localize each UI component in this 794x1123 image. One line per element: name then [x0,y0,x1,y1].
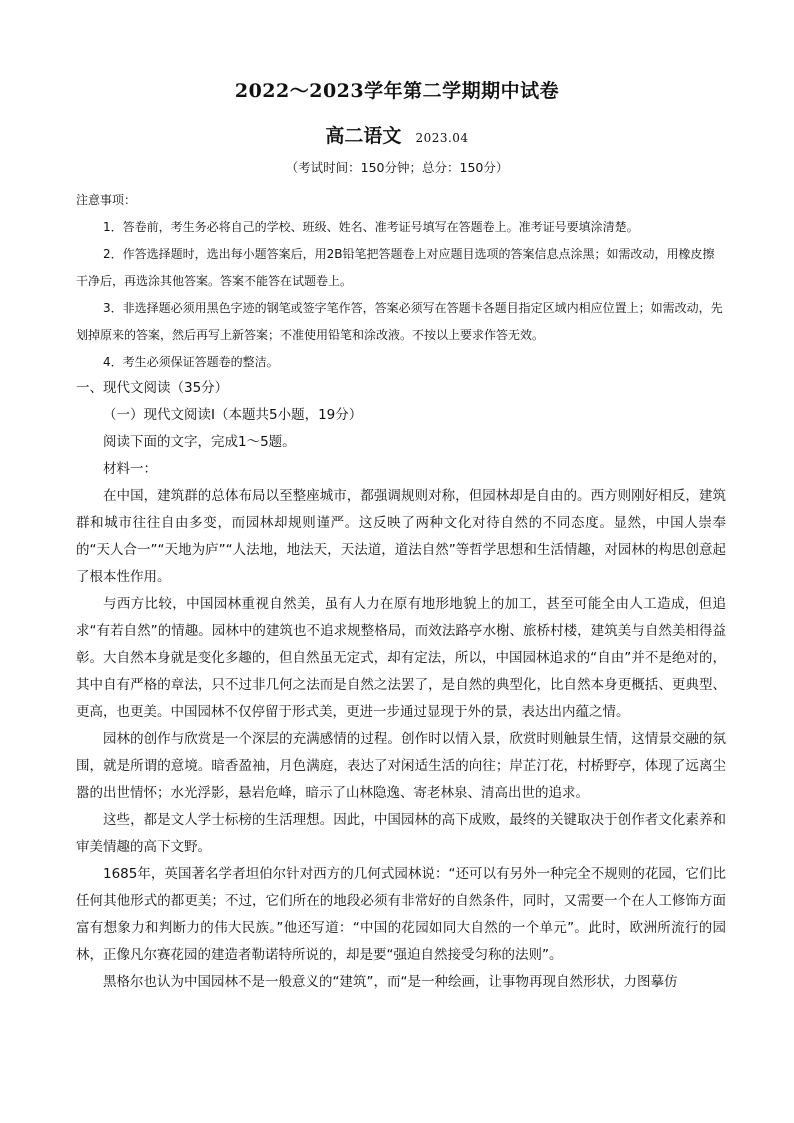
exam-date: 2023.04 [415,131,469,145]
paragraph: 这些，都是文人学士标榜的生活理想。因此，中国园林的高下成败，最终的关键取决于创作者文化素养和审美情趣的高下文野。 [76,812,726,855]
exam-title: 2022～2023学年第二学期期中试卷 [234,80,560,102]
subject-name: 高二语文 [325,125,402,147]
paragraph: 在中国，建筑群的总体布局以至整座城市，都强调规则对称，但园林却是自由的。西方则刚好相反，建筑群和城市往往自由多变，而园林却规则谨严。这反映了两种文化对待自然的不同态度。显然，中国人崇奉的“天人合一”“天地为庐”“人法地，地法天，天法道，道法自然”等哲学思想和生活情趣，对园林的构思创意起了根本性作用。 [76,488,726,585]
reading-section [76,375,726,996]
paragraph: 1685年，英国著名学者坦伯尔针对西方的几何式园林说：“还可以有另外一种完全不规则的花园，它们比任何其他形式的都更美；不过，它们所在的地段必须有非常好的自然条件，同时，又需要一个在人工修饰方面富有想象力和判断力的伟大民族。”他还写道：“中国的花园如同大自然的一个单元”。此时，欧洲所流行的园林，正像凡尔赛花园的建造者勒诺特所说的，却是要“强迫自然接受匀称的法则”。 [76,866,726,963]
subsection-heading: （一）现代文阅读Ⅰ（本题共5小题，19分） [103,407,363,423]
exam-info: （考试时间：150分钟；总分：150分） [285,160,509,175]
paragraph: 园林的创作与欣赏是一个深层的充满感情的过程。创作时以情入景，欣赏时则触景生情，这情景交融的氛围，就是所谓的意境。暗香盈袖，月色满庭，表达了对闲适生活的向往；岸芷汀花，村桥野亭，体现了远离尘嚣的出世情怀；水光浮影，悬岩危峰，暗示了山林隐逸、寄老林泉、清高出世的追求。 [76,731,726,801]
notice-item: 2．作答选择题时，选出每小题答案后，用2B铅笔把答题卷上对应题目选项的答案信息点涂黑；如需改动，用橡皮擦干净后，再选涂其他答案。答案不能答在试题卷上。 [76,247,715,288]
section-heading: 一、现代文阅读（35分） [76,380,229,396]
material-label: 材料一： [103,461,157,477]
subject-line [0,121,794,148]
notice-item: 4．考生必须保证答题卷的整洁。 [103,355,279,369]
notice-item: 3．非选择题必须用黑色字迹的钢笔或签字笔作答，答案必须写在答题卡各题目指定区域内相应位置上；如需改动，先划掉原来的答案，然后再写上新答案；不准使用铅笔和涂改液。不按以上要求作答无效。 [76,301,723,342]
paragraph: 黑格尔也认为中国园林不是一般意义的“建筑”，而“是一种绘画，让事物再现自然形状，力图摹仿 [103,974,678,990]
notice-block [76,187,726,376]
notice-item: 1．答卷前，考生务必将自己的学校、班级、姓名、准考证号填写在答题卷上。准考证号要填涂清楚。 [103,220,639,234]
paragraph: 与西方比较，中国园林重视自然美，虽有人力在原有地形地貌上的加工，甚至可能全由人工造成，但追求“有若自然”的情趣。园林中的建筑也不追求规整格局，而效法路亭水榭、旅桥村楼，建筑美与自然美相得益彰。大自然本身就是变化多趣的，但自然虽无定式，却有定法，所以，中国园林追求的“自由”并不是绝对的，其中自有严格的章法，只不过非几何之法而是自然之法罢了，是自然的典型化，比自然本身更概括、更典型、更高，也更美。中国园林不仅停留于形式美，更进一步通过显现于外的景，表达出内蕴之情。 [76,596,726,720]
instruction: 阅读下面的文字，完成1～5题。 [103,434,296,450]
notice-heading: 注意事项： [76,193,137,207]
